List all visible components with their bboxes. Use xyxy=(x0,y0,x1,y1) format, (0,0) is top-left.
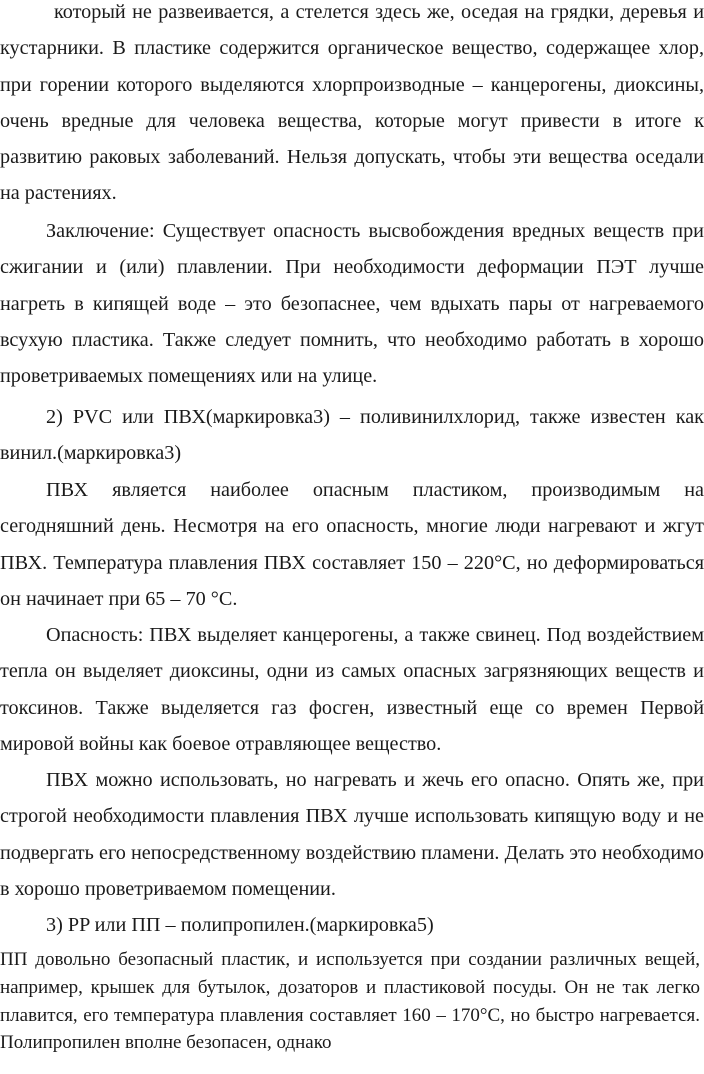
paragraph-continuation: который не развеивается, а стелется здесь же, оседая на грядки, деревья и кустарники. В пластике содержится органическое вещество, содержащее хлор, при горении которого выделяются хлорпроизводные – канцерогены, диоксины, очень вредные для человека вещества, которые могут привести в итоге к развитию раковых заболеваний. Нельзя допускать, чтобы эти вещества оседали на растениях. xyxy=(0,1,704,205)
section-heading-pvc: 2) PVC или ПВХ(маркировка3) – поливинилхлорид, также известен как винил.(маркировка3) xyxy=(0,406,704,465)
paragraph-pp-intro: ПП довольно безопасный пластик, и используется при создании различных вещей, например, крышек для бутылок, дозаторов и пластиковой посуды. Он не так легко плавится, его температура плавления составляет 160 – 170°С, но быстро нагревается. Полипропилен вполне безопасен, однако xyxy=(0,949,700,1054)
paragraph-pvc-intro: ПВХ является наиболее опасным пластиком, производимым на сегодняшний день. Несмотря на его опасность, многие люди нагревают и жгут ПВХ. Температура плавления ПВХ составляет 150 – 220°С, но деформироваться он начинает при 65 – 70 °С. xyxy=(0,479,704,610)
section-heading-pp: 3) PP или ПП – полипропилен.(маркировка5) xyxy=(46,914,434,936)
paragraph-conclusion: Заключение: Существует опасность высвобождения вредных веществ при сжигании и (или) плавлении. При необходимости деформации ПЭТ лучше нагреть в кипящей воде – это безопаснее, чем вдыхать пары от нагреваемого всухую пластика. Также следует помнить, что необходимо работать в хорошо проветриваемых помещениях или на улице. xyxy=(0,220,704,388)
paragraph-pvc-danger: Опасность: ПВХ выделяет канцерогены, а также свинец. Под воздействием тепла он выделяет диоксины, одни из самых опасных загрязняющих веществ и токсинов. Также выделяется газ фосген, известный еще со времен Первой мировой войны как боевое отравляющее вещество. xyxy=(0,624,704,755)
paragraph-pvc-usage: ПВХ можно использовать, но нагревать и жечь его опасно. Опять же, при строгой необходимости плавления ПВХ лучше использовать кипящую воду и не подвергать его непосредственному воздействию пламени. Делать это необходимо в хорошо проветриваемом помещении. xyxy=(0,769,704,900)
